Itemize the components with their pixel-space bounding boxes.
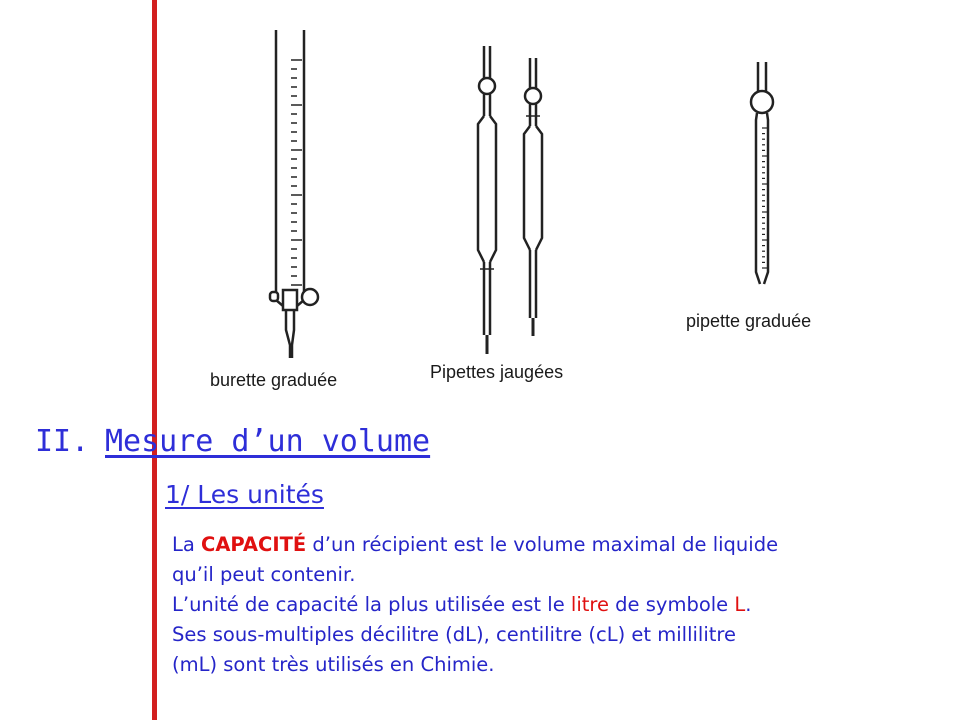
text-fragment: de symbole [608,593,735,616]
text-fragment: L’unité de capacité la plus utilisée est le [172,593,571,616]
section-number: II. [35,424,90,459]
capacite-keyword: CAPACITÉ [201,533,307,556]
text-line-5: (mL) sont très utilisés en Chimie. [172,653,495,676]
text-line-3 [172,590,942,620]
subsection-title: 1/ Les unités [165,480,324,509]
text-line-4: Ses sous-multiples décilitre (dL), centilitre (cL) et millilitre [172,623,736,646]
text-fragment: La [172,533,202,556]
definition-paragraph [172,530,942,680]
burette-drawing [270,30,318,358]
volumetric-pipette-2-drawing [524,58,542,336]
text-fragment: . [745,593,752,616]
burette-caption: burette graduée [210,370,338,390]
graduated-pipette-caption: pipette graduée [686,311,812,331]
text-line-1 [172,530,942,560]
volumetric-pipettes-caption: Pipettes jaugées [430,362,564,382]
section-heading [35,424,430,459]
text-line-2: qu’il peut contenir. [172,563,356,586]
volumetric-pipette-1-drawing [478,46,496,354]
litre-keyword: litre [570,593,609,616]
litre-symbol: L [734,593,746,616]
graduated-pipette-drawing [751,62,773,284]
section-title: Mesure d’un volume [105,424,431,459]
text-fragment: d’un récipient est le volume maximal de liquide [306,533,779,556]
